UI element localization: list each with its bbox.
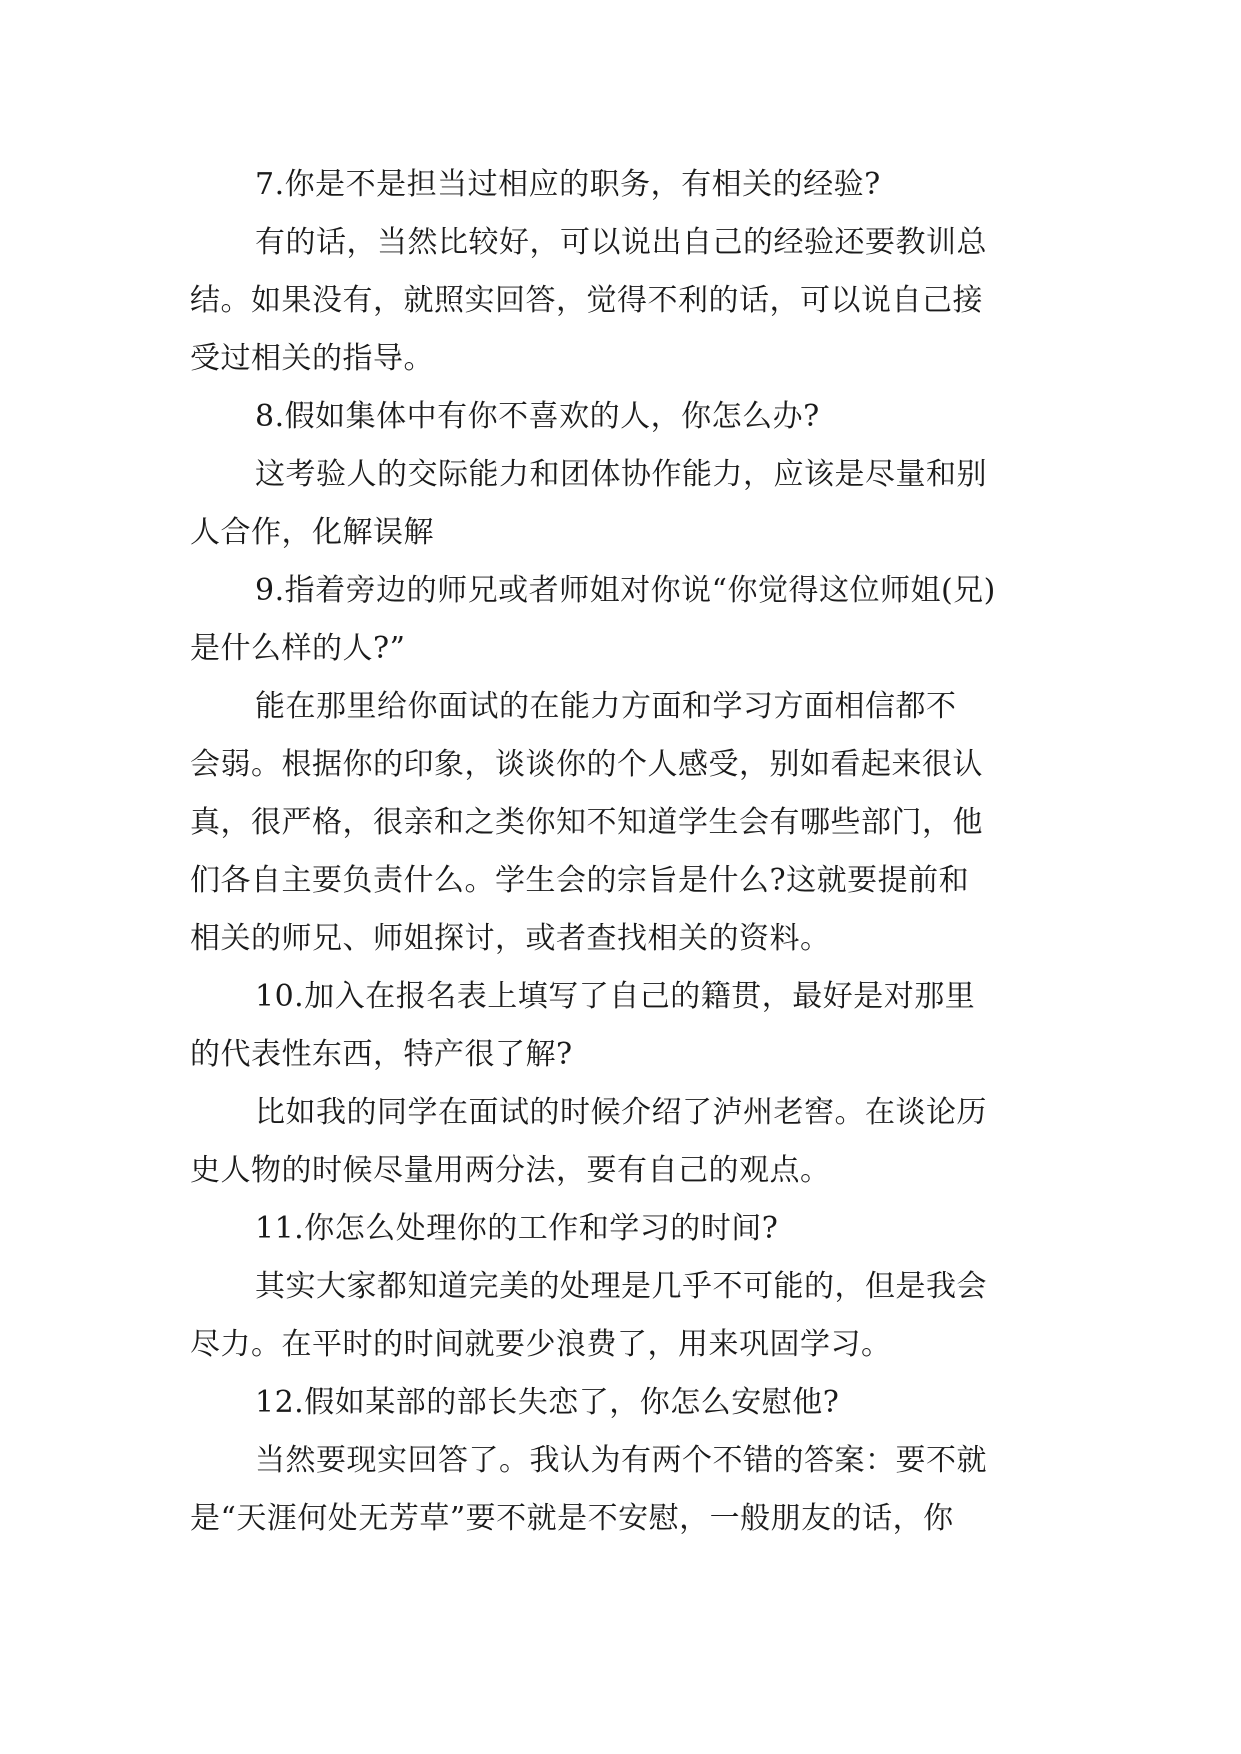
answer-9-line-5: 相关的师兄、师姐探讨，或者查找相关的资料。 [190, 921, 831, 956]
answer-9-line-4: 们各自主要负责什么。学生会的宗旨是什么?这就要提前和 [190, 863, 970, 898]
answer-11-line-1: 其实大家都知道完美的处理是几乎不可能的，但是我会 [255, 1269, 987, 1304]
answer-12-line-2: 是“天涯何处无芳草”要不就是不安慰，一般朋友的话，你 [190, 1501, 954, 1536]
question-12: 12.假如某部的部长失恋了，你怎么安慰他? [255, 1385, 840, 1420]
question-10-line-2: 的代表性东西，特产很了解? [190, 1037, 573, 1072]
answer-9-line-2: 会弱。根据你的印象，谈谈你的个人感受，别如看起来很认 [190, 747, 983, 782]
answer-8-line-2: 人合作，化解误解 [190, 515, 434, 550]
question-11: 11.你怎么处理你的工作和学习的时间? [255, 1211, 779, 1246]
answer-11-line-2: 尽力。在平时的时间就要少浪费了，用来巩固学习。 [190, 1327, 892, 1362]
question-9-line-2: 是什么样的人?” [190, 631, 406, 666]
question-8: 8.假如集体中有你不喜欢的人，你怎么办? [255, 399, 820, 434]
question-7: 7.你是不是担当过相应的职务，有相关的经验? [255, 167, 881, 202]
answer-10-line-2: 史人物的时候尽量用两分法，要有自己的观点。 [190, 1153, 831, 1188]
answer-7-line-2: 结。如果没有，就照实回答，觉得不利的话，可以说自己接 [190, 283, 983, 318]
answer-9-line-1: 能在那里给你面试的在能力方面和学习方面相信都不 [255, 689, 957, 724]
answer-7-line-3: 受过相关的指导。 [190, 341, 434, 376]
answer-8-line-1: 这考验人的交际能力和团体协作能力，应该是尽量和别 [255, 457, 987, 492]
question-10-line-1: 10.加入在报名表上填写了自己的籍贯，最好是对那里 [255, 979, 976, 1014]
answer-9-line-3: 真，很严格，很亲和之类你知不知道学生会有哪些部门，他 [190, 805, 983, 840]
answer-7-line-1: 有的话，当然比较好，可以说出自己的经验还要教训总 [255, 225, 987, 260]
answer-12-line-1: 当然要现实回答了。我认为有两个不错的答案：要不就 [255, 1443, 987, 1478]
question-9-line-1: 9.指着旁边的师兄或者师姐对你说“你觉得这位师姐(兄) [255, 573, 996, 608]
answer-10-line-1: 比如我的同学在面试的时候介绍了泸州老窖。在谈论历 [255, 1095, 987, 1130]
